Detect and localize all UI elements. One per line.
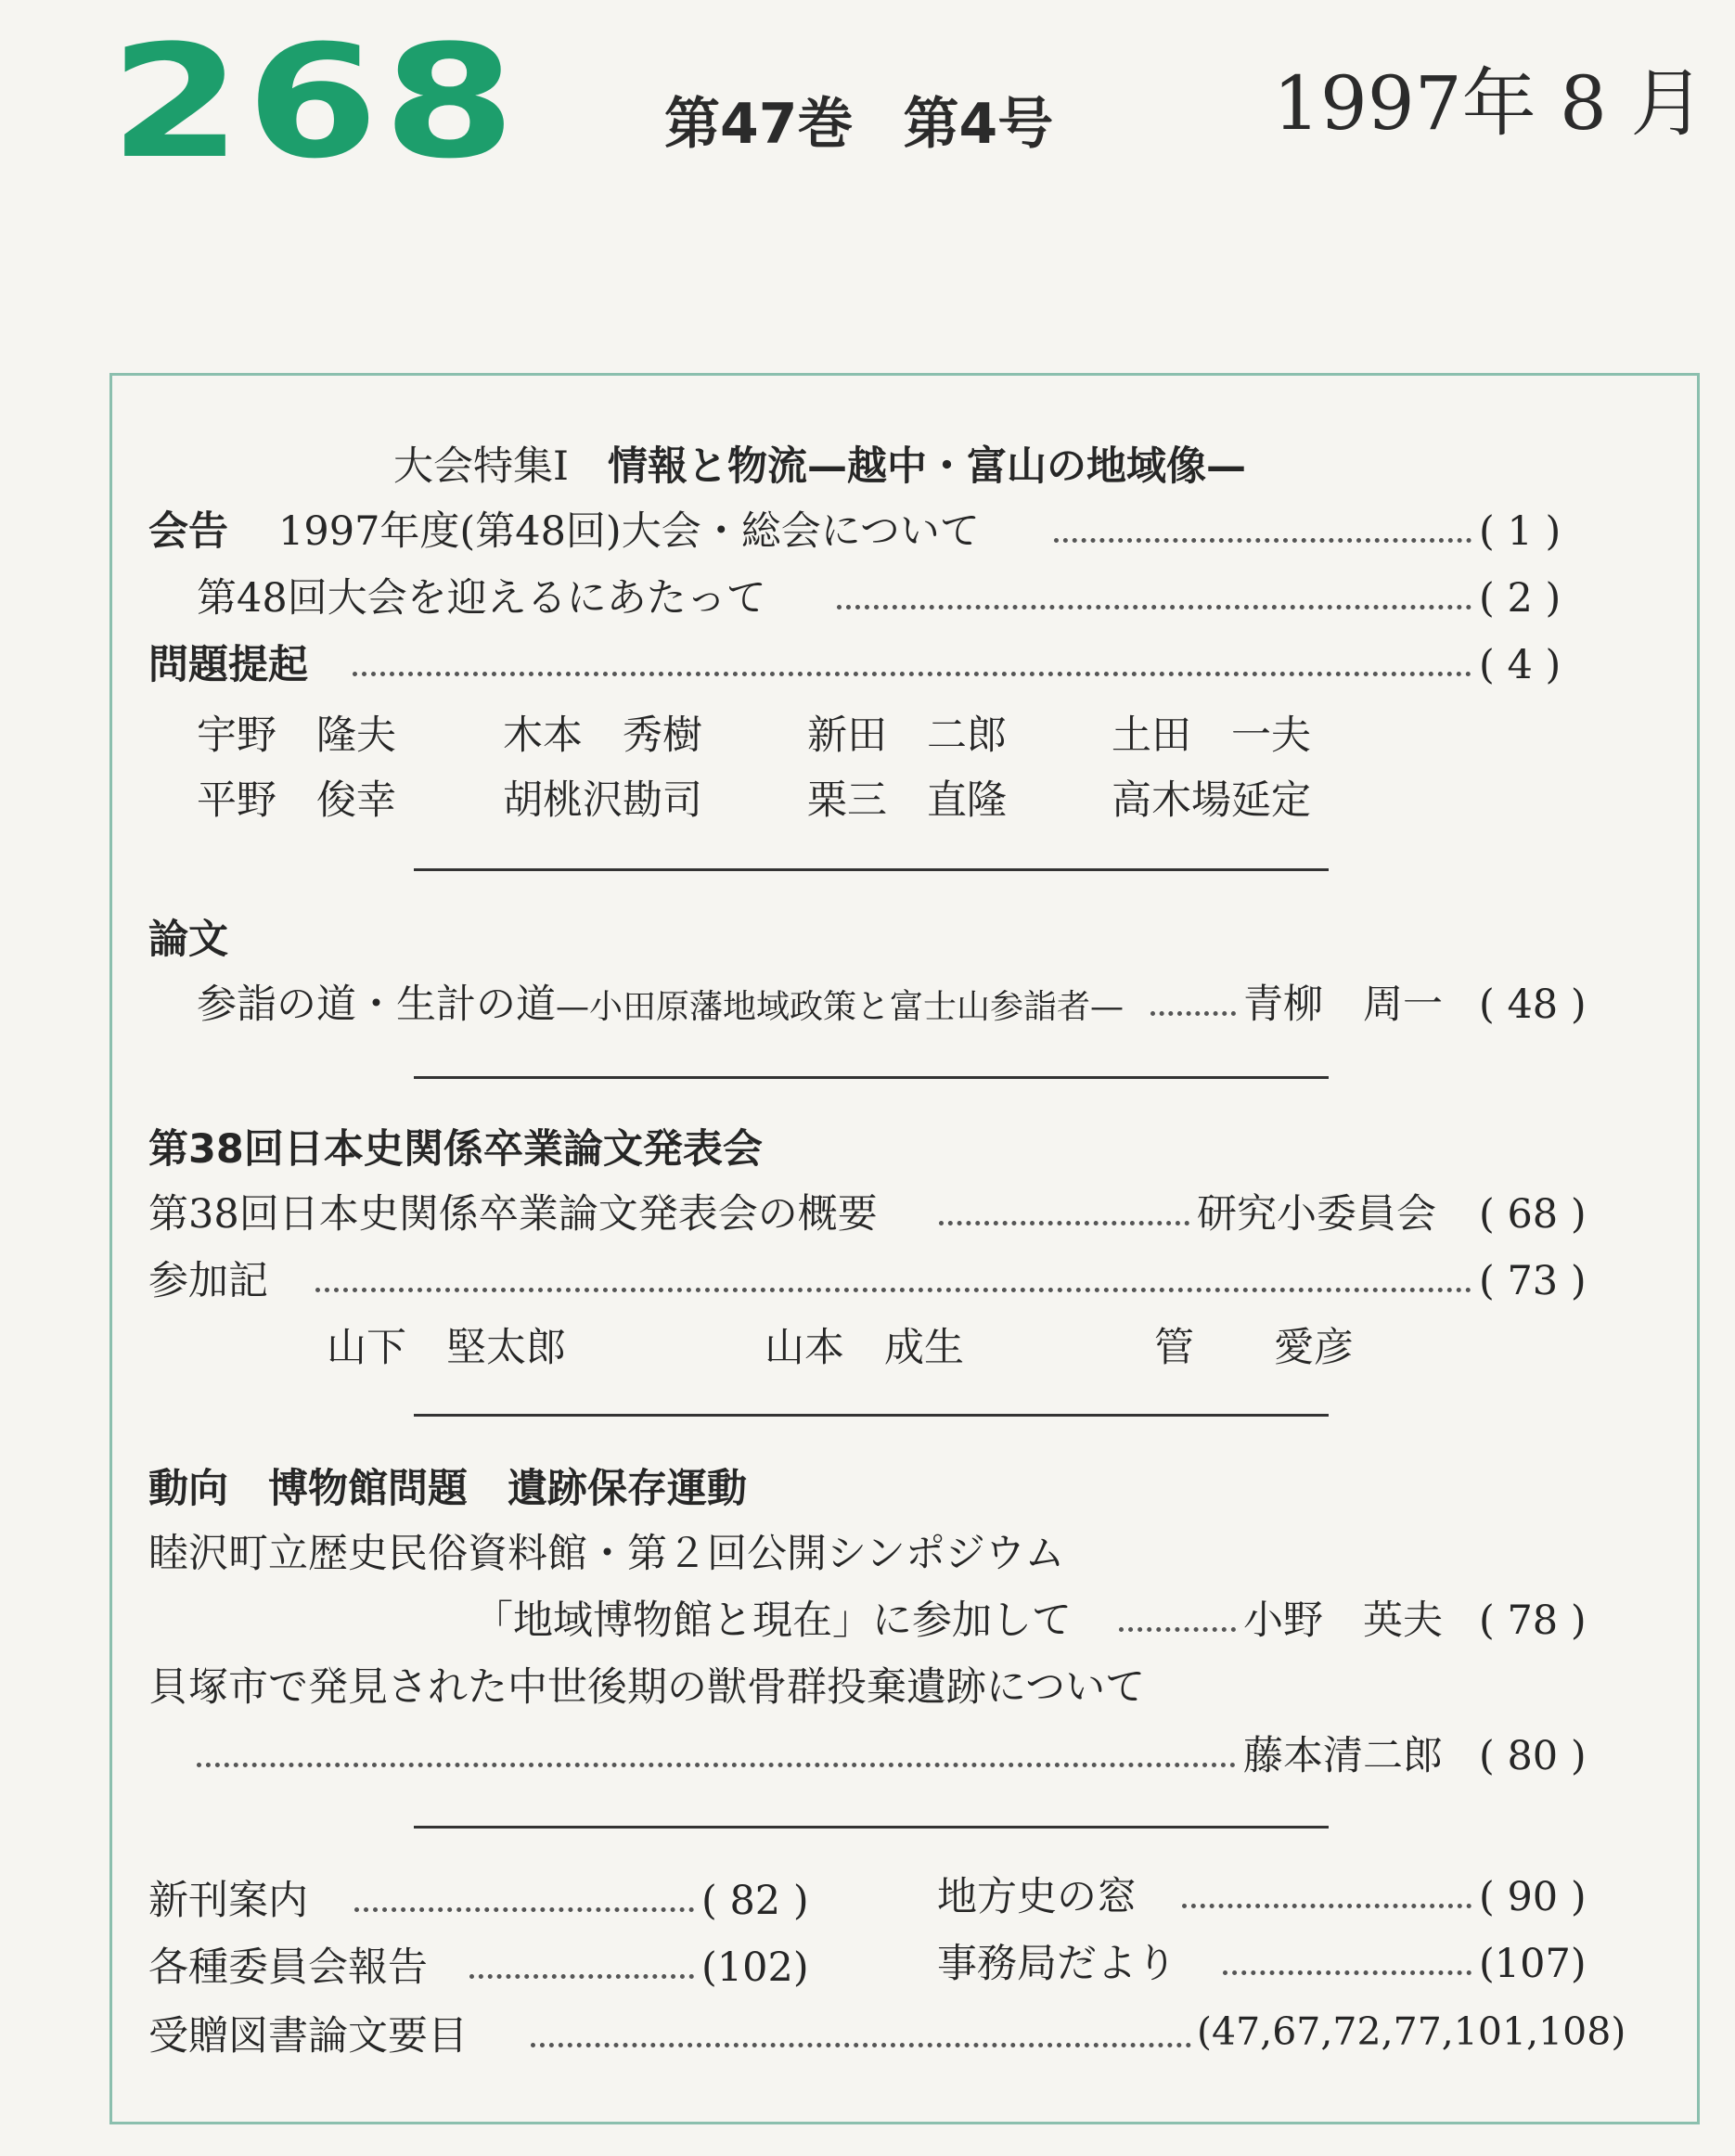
article-title	[197, 982, 1125, 1028]
local-window: 地方史の窓	[937, 1874, 1137, 1920]
feature-label: 大会特集Ⅰ	[393, 443, 569, 490]
page-number: ( 4 )	[1479, 642, 1562, 688]
articles-heading: 論文	[148, 917, 228, 963]
page-number: ( 48 )	[1479, 982, 1587, 1028]
section-divider	[414, 1826, 1329, 1829]
leader-dots	[1150, 1011, 1236, 1016]
issue-number: 268	[109, 11, 520, 193]
thesis-meeting-author: 研究小委員会	[1197, 1191, 1436, 1238]
table-of-contents	[109, 373, 1700, 2124]
page-number: ( 78 )	[1479, 1598, 1587, 1644]
notice-heading: 会告	[148, 508, 228, 555]
leader-dots	[1119, 1627, 1236, 1632]
leader-dots	[469, 1974, 694, 1979]
received-publications: 受贈図書論文要目	[148, 2013, 468, 2060]
office-news: 事務局だより	[937, 1941, 1176, 1987]
author: 栗三 直隆	[807, 777, 1007, 824]
section-divider	[414, 1076, 1329, 1079]
page-number: ( 90 )	[1479, 1874, 1587, 1920]
leader-dots	[1054, 538, 1472, 543]
page-number: ( 2 )	[1479, 575, 1562, 622]
participant: 山下 堅太郎	[327, 1325, 566, 1371]
page-number: (47,67,72,77,101,108)	[1197, 2009, 1626, 2054]
trends-item1-author: 小野 英夫	[1243, 1598, 1443, 1644]
notice-item1-title: 1997年度(第48回)大会・総会について	[278, 508, 980, 555]
article-author: 青柳 周一	[1243, 982, 1443, 1028]
number: 第4号	[903, 92, 1054, 157]
author: 平野 俊幸	[197, 777, 396, 824]
leader-dots	[837, 605, 1472, 610]
leader-dots	[354, 1907, 694, 1912]
new-books: 新刊案内	[148, 1878, 308, 1924]
issue-date: 1997年 8 月	[1273, 60, 1705, 147]
trends-item2-author: 藤本清二郎	[1243, 1733, 1443, 1779]
author: 木本 秀樹	[503, 712, 702, 759]
problem-heading: 問題提起	[148, 642, 308, 688]
special-feature-title	[393, 443, 1246, 490]
article-subtitle: —小田原藩地域政策と富士山参詣者—	[556, 988, 1125, 1026]
leader-dots	[197, 1763, 1236, 1767]
page-number: ( 1 )	[1479, 508, 1562, 555]
participant: 山本 成生	[765, 1325, 964, 1371]
page-number: ( 80 )	[1479, 1733, 1587, 1779]
leader-dots	[531, 2043, 1191, 2047]
leader-dots	[315, 1288, 1472, 1292]
page-number: (107)	[1479, 1941, 1587, 1987]
notice-item2-title: 第48回大会を迎えるにあたって	[197, 575, 766, 622]
page-number: ( 68 )	[1479, 1191, 1587, 1238]
page-number: (102)	[701, 1944, 809, 1991]
trends-item1-line2: 「地域博物館と現在」に参加して	[473, 1598, 1072, 1644]
thesis-meeting-heading: 第38回日本史関係卒業論文発表会	[148, 1126, 763, 1173]
volume: 第47巻	[664, 92, 854, 157]
page-number: ( 82 )	[701, 1878, 809, 1924]
leader-dots	[939, 1221, 1189, 1226]
trends-item1-line1: 睦沢町立歴史民俗資料館・第２回公開シンポジウム	[148, 1531, 1065, 1577]
trends-heading: 動向 博物館問題 遺跡保存運動	[148, 1466, 747, 1512]
author: 宇野 隆夫	[197, 712, 396, 759]
section-divider	[414, 868, 1329, 871]
trends-item2-line1: 貝塚市で発見された中世後期の獣骨群投棄遺跡について	[148, 1664, 1146, 1711]
feature-subtitle: —越中・富山の地域像—	[807, 443, 1246, 490]
author: 高木場延定	[1112, 777, 1311, 824]
feature-title: 情報と物流	[608, 443, 807, 490]
leader-dots	[1223, 1970, 1472, 1975]
author: 新田 二郎	[807, 712, 1007, 759]
leader-dots	[1182, 1904, 1472, 1908]
participation-report: 参加記	[148, 1258, 268, 1304]
article-main-title: 参詣の道・生計の道	[197, 982, 556, 1028]
thesis-meeting-summary: 第38回日本史関係卒業論文発表会の概要	[148, 1191, 878, 1238]
volume-number	[664, 92, 1054, 157]
participant: 管 愛彦	[1154, 1325, 1354, 1371]
author: 胡桃沢勘司	[503, 777, 702, 824]
section-divider	[414, 1414, 1329, 1417]
page-number: ( 73 )	[1479, 1258, 1587, 1304]
committee-reports: 各種委員会報告	[148, 1944, 428, 1991]
leader-dots	[353, 672, 1472, 676]
author: 土田 一夫	[1112, 712, 1311, 759]
